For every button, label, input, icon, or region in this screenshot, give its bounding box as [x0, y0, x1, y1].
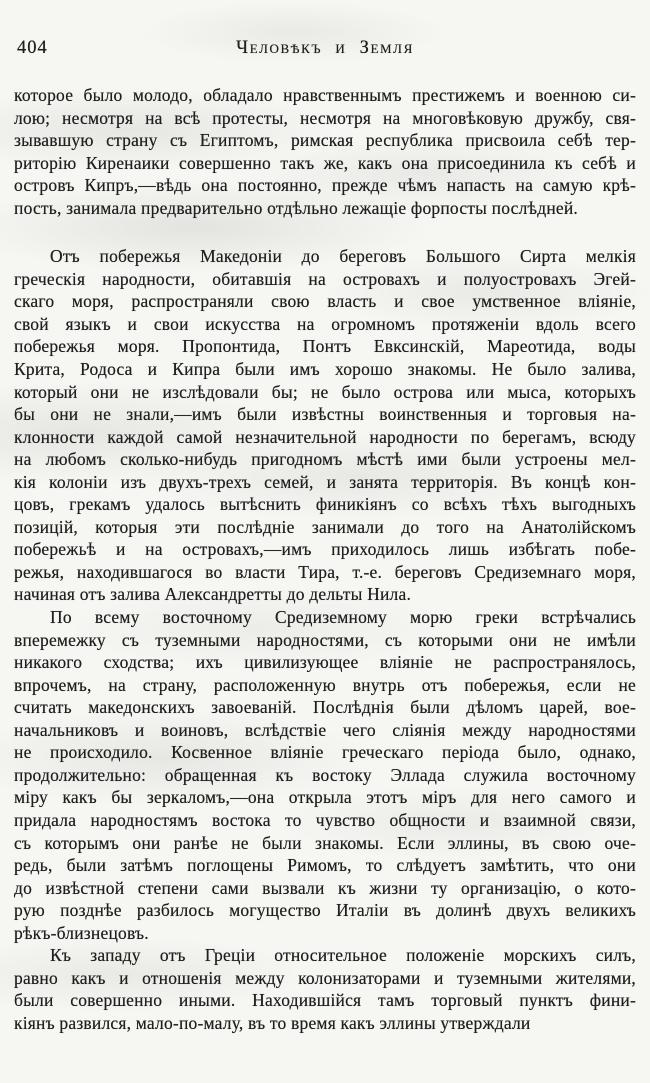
text-line: пость, занимала предварительно отдѣльно лежащіе форпосты послѣдней.: [14, 197, 579, 218]
text-line: побережья моря. Пропонтида, Понтъ Евксинскій, Мареотида, воды: [14, 336, 636, 357]
text-line: вперемежку съ туземными народностями, съ которыми они не имѣли: [14, 629, 636, 650]
text-line: равно какъ и отношенія между колонизаторами и туземными жителями,: [14, 967, 636, 988]
text-line: клонности каждой самой незначительной народности по берегамъ, всюду: [14, 426, 636, 447]
text-line: начальниковъ и воиновъ, вслѣдствіе чего сліянія между народностями: [14, 719, 636, 740]
paragraph: [14, 245, 636, 606]
text-line: Отъ побережья Македоніи до береговъ Большого Сирта мелкія: [50, 246, 636, 267]
text-line: который они не изслѣдовали бы; не было острова или мыса, которыхъ: [14, 381, 636, 402]
text-line: скаго моря, распространяли свою власть и свое умственное вліяніе,: [14, 291, 636, 312]
text-line: начиная отъ залива Александретты до дельты Нила.: [14, 584, 412, 605]
text-line: которое было молодо, обладало нравственнымъ престижемъ и военною си-: [14, 85, 636, 105]
text-line: впрочемъ, на страну, расположенную внутрь отъ побережья, если не: [14, 674, 636, 695]
text-line: никакого сходства; ихъ цивилизующее вліяніе не распространялось,: [14, 652, 636, 673]
text-line: бы они не знали,—имъ были извѣстны воинственныя и торговыя на-: [14, 404, 636, 425]
page-number: 404: [17, 38, 48, 58]
paragraph: [14, 84, 636, 219]
text-line: свой языкъ и свои искусства на огромномъ протяженіи вдоль всего: [14, 313, 636, 334]
text-line: зывавшую страну съ Египтомъ, римская республика присвоила себѣ тер-: [14, 130, 636, 151]
text-line: продолжительно: обращенная къ востоку Эллада служила восточному: [14, 764, 636, 785]
paragraph: [14, 944, 636, 1034]
text-line: режья, находившагося во власти Тира, т.-е. береговъ Средиземнаго моря,: [14, 561, 636, 582]
text-line: міру какъ бы зеркаломъ,—она открыла этотъ міръ для него самого и: [14, 787, 636, 808]
text-line: побережьѣ и на островахъ,—имъ приходилось лишь избѣгать побе-: [14, 539, 636, 560]
text-line: не происходило. Косвенное вліяніе греческаго періода было, однако,: [14, 742, 636, 763]
text-line: придала народностямъ востока то чувство общности и взаимной связи,: [14, 809, 636, 830]
running-title: Человѣкъ и Земля: [236, 38, 414, 58]
text-line: Крита, Родоса и Кипра были имъ хорошо знакомы. Не было залива,: [14, 359, 636, 380]
page-body: [14, 84, 636, 1034]
text-line: редь, были затѣмъ поглощены Римомъ, то слѣдуетъ замѣтить, что они: [14, 855, 636, 876]
text-line: считать македонскихъ завоеваній. Послѣднія были дѣломъ царей, вое-: [14, 697, 636, 718]
text-line: съ которымъ они ранѣе не были знакомы. Если эллины, въ свою оче-: [14, 832, 636, 853]
text-line: Къ западу отъ Греціи относительное положеніе морскихъ силъ,: [50, 945, 636, 966]
text-line: кіянъ развился, мало-по-малу, въ то время какъ эллины утверждали: [14, 1012, 531, 1033]
text-line: островъ Кипръ,—вѣдь она постоянно, прежде чѣмъ напасть на самую крѣ-: [14, 175, 636, 196]
paragraph: [14, 606, 636, 944]
text-line: до извѣстной степени сами вызвали къ жизни ту организацію, о кото-: [14, 877, 636, 898]
text-line: цовъ, грекамъ удалось вытѣснить финикіянъ со всѣхъ тѣхъ выгодныхъ: [14, 494, 636, 515]
text-line: лою; несмотря на всѣ протесты, несмотря на многовѣковую дружбу, свя-: [14, 107, 636, 128]
text-line: греческія народности, обитавшія на островахъ и полуостровахъ Эгей-: [14, 268, 636, 289]
text-line: По всему восточному Средиземному морю греки встрѣчались: [50, 607, 636, 628]
text-line: риторію Киренаики совершенно такъ же, какъ она присоединила къ себѣ и: [14, 152, 636, 173]
text-line: кія колоніи изъ двухъ-трехъ семей, и занята территорія. Въ концѣ кон-: [14, 471, 636, 492]
text-line: были совершенно иными. Находившійся тамъ торговый пунктъ фини-: [14, 990, 636, 1011]
text-line: рѣкъ-близнецовъ.: [14, 922, 149, 943]
page-header: [0, 38, 650, 62]
text-line: позицій, которыя эти послѣдніе занимали до того на Анатолійскомъ: [14, 516, 636, 537]
text-line: рую позднѣе разбилось могущество Италіи въ долинѣ двухъ великихъ: [14, 900, 636, 921]
text-line: на любомъ сколько-нибудь пригодномъ мѣстѣ ими были устроены мел-: [14, 449, 636, 470]
